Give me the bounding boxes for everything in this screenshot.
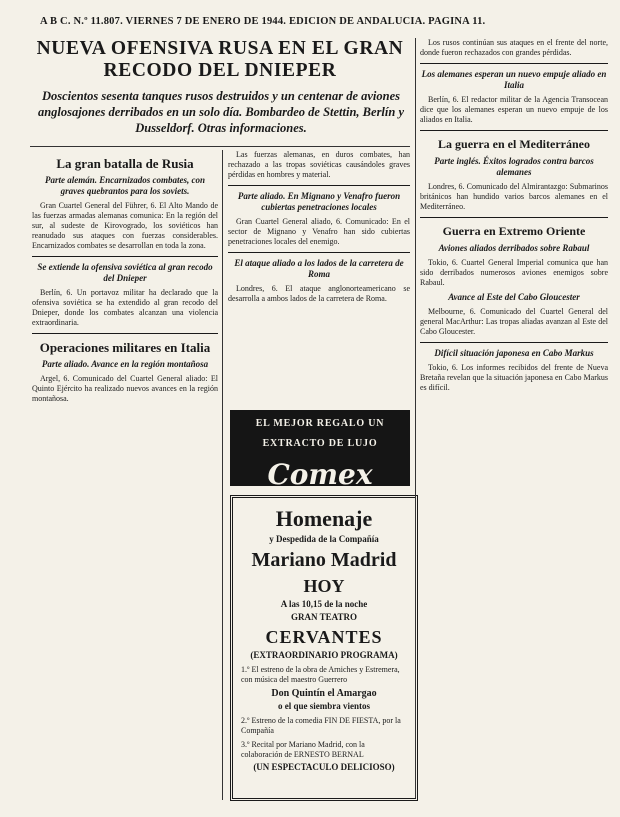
theatre-advertisement (230, 495, 418, 801)
ad-play-sub: o el que siembra vientos (278, 701, 370, 711)
article-body: Gran Cuartel General aliado, 6. Comunicado: En el sector de Mignano y Venafro han sido cubiertas penetraciones locales del enemigo. (228, 217, 410, 246)
section-title: La guerra en el Mediterráneo (438, 137, 590, 151)
ad-item: 2.º Estreno de la comedia FIN DE FIESTA, por la Compañía (241, 716, 401, 735)
article-body: Melbourne, 6. Comunicado del Cuartel General del general MacArthur: Las tropas aliadas avanzan al Este del Cabo Gloucester. (420, 307, 608, 336)
ad-line: EL MEJOR REGALO UN (255, 418, 385, 429)
section-title: Operaciones militares en Italia (39, 340, 211, 355)
section-title: La gran batalla de Rusia (56, 156, 194, 171)
ad-hoy: HOY (303, 576, 345, 596)
ad-program: (EXTRAORDINARIO PROGRAMA) (250, 650, 398, 660)
ad-title: Homenaje (275, 506, 373, 531)
article-body: Londres, 6. El ataque anglonorteamericano se desarrolla a ambos lados de la carretera de Roma. (228, 284, 410, 303)
headline-deck: Doscientos sesenta tanques rusos destruidos y un centenar de aviones anglosajones derribados en un solo día. Bombardeo de Stettin, Berlín y Dusseldorf. Otras informaciones. (37, 89, 404, 135)
running-head: A B C. N.º 11.807. VIERNES 7 DE ENERO DE 1944. EDICION DE ANDALUCIA. PAGINA 11. (40, 16, 486, 27)
ad-gran: GRAN TEATRO (291, 612, 357, 622)
column-2 (228, 150, 410, 308)
column-1 (32, 150, 218, 408)
article-body: Gran Cuartel General del Führer, 6. El Alto Mando de las fuerzas armadas alemanas comunica: En la región del sur, al sudeste de Kirovogrado, los soviéticos han reanudado sus ataques con fuerzas considerables. Encarnizados combates se desarrollan en toda la zona. (32, 201, 218, 250)
divider (420, 130, 608, 131)
article-body: Las fuerzas alemanas, en duros combates, han rechazado a las tropas soviéticas causándoles graves pérdidas en hombres y material. (228, 150, 410, 179)
section-lead: Avance al Este del Cabo Gloucester (448, 292, 580, 302)
comex-advertisement (230, 410, 410, 491)
article-body: Argel, 6. Comunicado del Cuartel General aliado: El Quinto Ejército ha realizado nuevos avances en la región montañosa. (32, 374, 218, 403)
comex-logo: Comex (267, 458, 373, 491)
section-lead: Difícil situación japonesa en Cabo Markus (434, 348, 594, 358)
section-lead: Parte aliado. Avance en la región montañosa (41, 359, 209, 369)
ad-footer: (UN ESPECTACULO DELICIOSO) (253, 762, 395, 772)
section-lead: Parte alemán. Encarnizados combates, con graves quebrantos para los soviets. (44, 175, 205, 196)
section-lead: Los alemanes esperan un nuevo empuje aliado en Italia (421, 69, 607, 90)
divider (420, 342, 608, 343)
ad-play: Don Quintín el Amargao (271, 688, 377, 699)
column-divider (415, 38, 416, 798)
divider (32, 256, 218, 257)
ad-line: EXTRACTO DE LUJO (262, 438, 378, 449)
ad-name: Mariano Madrid (251, 549, 397, 571)
section-lead: Parte aliado. En Mignano y Venafro fueron cubiertas penetraciones locales (237, 191, 401, 212)
divider (420, 63, 608, 64)
divider (228, 185, 410, 186)
section-lead: El ataque aliado a los lados de la carretera de Roma (234, 258, 404, 279)
article-body: Berlín, 6. El redactor militar de la Agencia Transocean dice que los alemanes esperan un nuevo empuje de los aliados en Italia. (420, 95, 608, 124)
section-lead: Aviones aliados derribados sobre Rabaul (438, 243, 590, 253)
page-headline: NUEVA OFENSIVA RUSA EN EL GRAN RECODO DEL DNIEPER (36, 38, 404, 81)
divider (30, 146, 410, 147)
ad-item: 3.º Recital por Mariano Madrid, con la colaboración de ERNESTO BERNAL (241, 740, 365, 759)
section-title: Guerra en Extremo Oriente (442, 224, 586, 238)
article-body: Los rusos continúan sus ataques en el frente del norte, donde fueron rechazados con grandes pérdidas. (420, 38, 608, 57)
divider (420, 217, 608, 218)
ad-time: A las 10,15 de la noche (280, 599, 368, 609)
divider (32, 333, 218, 334)
ad-subtitle: y Despedida de la Compañía (269, 534, 379, 544)
section-lead: Se extiende la ofensiva soviética al gran recodo del Dnieper (37, 262, 213, 283)
article-body: Berlín, 6. Un portavoz militar ha declarado que la ofensiva soviética se ha extendido al gran recodo del Dnieper, donde los combates alcanzan una violencia extraordinaria. (32, 288, 218, 327)
ad-item: 1.º El estreno de la obra de Arniches y Estremera, con música del maestro Guerrero (241, 665, 400, 684)
column-divider (222, 150, 223, 800)
column-3 (420, 38, 608, 397)
section-lead: Parte inglés. Éxitos logrados contra barcos alemanes (434, 156, 594, 177)
article-body: Tokio, 6. Cuartel General Imperial comunica que han sido derribados numerosos aviones enemigos sobre Rabaul. (420, 258, 608, 287)
divider (228, 252, 410, 253)
ad-theatre: CERVANTES (265, 627, 383, 647)
article-body: Londres, 6. Comunicado del Almirantazgo: Submarinos británicos han hundido varios barcos alemanes en el Mediterráneo. (420, 182, 608, 211)
article-body: Tokio, 6. Los informes recibidos del frente de Nueva Bretaña revelan que la situación japonesa en Cabo Markus es difícil. (420, 363, 608, 392)
